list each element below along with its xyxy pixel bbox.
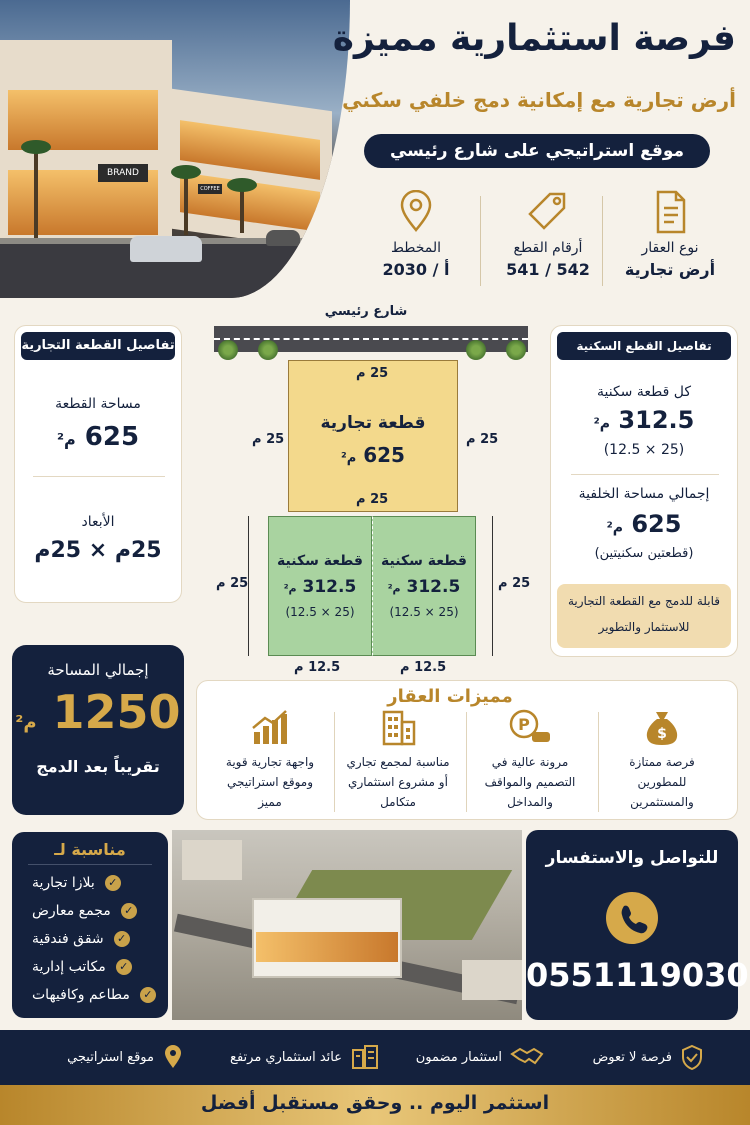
building-icon bbox=[378, 708, 418, 746]
commercial-details-card bbox=[14, 325, 182, 603]
document-icon bbox=[650, 190, 690, 234]
suitable-item: ✓ بلازا تجارية bbox=[32, 872, 162, 894]
suitable-title: مناسبة لـ bbox=[54, 840, 126, 859]
coffee-sign: COFFEE bbox=[198, 184, 222, 194]
brand-sign: BRAND bbox=[98, 164, 148, 182]
page-subtitle: أرض تجارية مع إمكانية دمج خلفي سكني bbox=[342, 88, 736, 112]
tag-icon bbox=[526, 190, 570, 234]
bottom-item-location: موقع استراتيجي bbox=[67, 1040, 184, 1074]
suitable-item: ✓ مطاعم وكافيهات bbox=[32, 984, 162, 1006]
total-area-label: إجمالي المساحة bbox=[47, 661, 149, 679]
dim-bottom: 25 م bbox=[356, 492, 389, 507]
each-label: كل قطعة سكنية bbox=[596, 384, 692, 400]
commercial-plot-area: 625 م² bbox=[341, 443, 405, 467]
total-area-value: 1250 م² bbox=[15, 685, 181, 739]
total-area-card bbox=[12, 645, 184, 815]
feature-design-flexibility: P مرونة عالية في التصميم والمواقف والمداخل bbox=[466, 708, 594, 812]
dims-value: 25م × 25م bbox=[34, 538, 162, 563]
total-note: (قطعتين سكنيتين) bbox=[594, 546, 694, 561]
info-scheme bbox=[356, 190, 476, 279]
info-value: أرض تجارية bbox=[624, 260, 716, 279]
suitable-item: ✓ مكاتب إدارية bbox=[32, 956, 162, 978]
street-label: شارع رئيسي bbox=[324, 304, 408, 319]
dim-left: 25 م bbox=[252, 432, 285, 447]
car bbox=[130, 236, 202, 262]
total-area-note: تقريباً بعد الدمج bbox=[36, 757, 160, 776]
dim-res-bottom-right: 12.5 م bbox=[400, 660, 447, 675]
map-pin-icon bbox=[162, 1044, 184, 1070]
bottom-item-high-return: عائد استثماري مرتفع bbox=[230, 1040, 380, 1074]
features-title: مميزات العقار bbox=[387, 686, 513, 707]
each-dims: (12.5 × 25) bbox=[603, 442, 685, 458]
feature-commercial-complex: مناسبة لمجمع تجاري أو مشروع استثماري متكامل bbox=[334, 708, 462, 812]
hero-image bbox=[0, 0, 350, 298]
contact-title: للتواصل والاستفسار bbox=[545, 848, 719, 868]
total-label: إجمالي مساحة الخلفية bbox=[578, 486, 710, 502]
bottom-item-opportunity: فرصة لا تعوض bbox=[593, 1040, 704, 1074]
slogan: استثمر اليوم .. وحقق مستقبل أفضل bbox=[200, 1092, 550, 1114]
card-title: تفاصيل القطعة التجارية bbox=[21, 332, 175, 360]
dim-right: 25 م bbox=[466, 432, 499, 447]
dim-res-right: 25 م bbox=[498, 576, 531, 591]
info-plot-numbers bbox=[488, 190, 608, 279]
bottom-item-guaranteed: استثمار مضمون bbox=[416, 1040, 544, 1074]
info-property-type bbox=[610, 190, 730, 279]
map-pin-icon bbox=[396, 190, 436, 234]
page-title: فرصة استثمارية مميزة bbox=[332, 18, 736, 59]
slogan-bar bbox=[0, 1085, 750, 1125]
info-value: 541 / 542 bbox=[506, 260, 590, 279]
money-bag-icon bbox=[645, 708, 679, 746]
feature-developers: $ فرصة ممتازة للمطورين والمستثمرين bbox=[598, 708, 726, 812]
svg-text:$: $ bbox=[657, 726, 667, 742]
phone-icon[interactable] bbox=[606, 892, 658, 944]
dim-res-left: 25 م bbox=[216, 576, 249, 591]
area-label: مساحة القطعة bbox=[55, 396, 141, 412]
each-value: 312.5 م² bbox=[593, 406, 695, 434]
area-value: 625 م² bbox=[56, 422, 140, 452]
residential-plot-right: قطعة سكنية 312.5 م² (12.5 × 25) bbox=[372, 516, 476, 656]
commercial-plot bbox=[288, 360, 458, 512]
shield-check-icon bbox=[680, 1044, 704, 1070]
commercial-plot-name: قطعة تجارية bbox=[320, 413, 426, 433]
info-label: نوع العقار bbox=[641, 240, 699, 256]
feature-strong-frontage: واجهة تجارية قوية وموقع استراتيجي مميز bbox=[206, 708, 334, 812]
phone-number[interactable]: 0551119030 bbox=[526, 956, 749, 994]
card-title: تفاصيل القطع السكنية الخلفية bbox=[557, 332, 731, 360]
info-label: أرقام القطع bbox=[513, 240, 583, 256]
total-value: 625 م² bbox=[606, 510, 682, 538]
growth-chart-icon bbox=[250, 708, 290, 746]
svg-text:P: P bbox=[518, 715, 530, 734]
dim-top: 25 م bbox=[356, 366, 389, 381]
parking-icon bbox=[508, 708, 552, 746]
handshake-icon bbox=[510, 1044, 544, 1070]
info-value: 2030 / أ bbox=[382, 260, 450, 279]
aerial-render-image bbox=[172, 830, 522, 1020]
info-label: المخطط bbox=[390, 240, 442, 256]
merge-note: قابلة للدمج مع القطعة التجارية للاستثمار والتطوير bbox=[557, 584, 731, 648]
suitable-item: ✓ مجمع معارض bbox=[32, 900, 162, 922]
suitable-item: ✓ شقق فندقية bbox=[32, 928, 162, 950]
residential-details-card bbox=[550, 325, 738, 657]
contact-card bbox=[526, 830, 749, 1020]
buildings-icon bbox=[350, 1044, 380, 1070]
residential-plot-left: قطعة سكنية 312.5 م² (12.5 × 25) bbox=[268, 516, 372, 656]
dims-label: الأبعاد bbox=[81, 514, 115, 530]
location-pill: موقع استراتيجي على شارع رئيسي bbox=[364, 134, 710, 168]
dim-res-bottom-left: 12.5 م bbox=[294, 660, 341, 675]
